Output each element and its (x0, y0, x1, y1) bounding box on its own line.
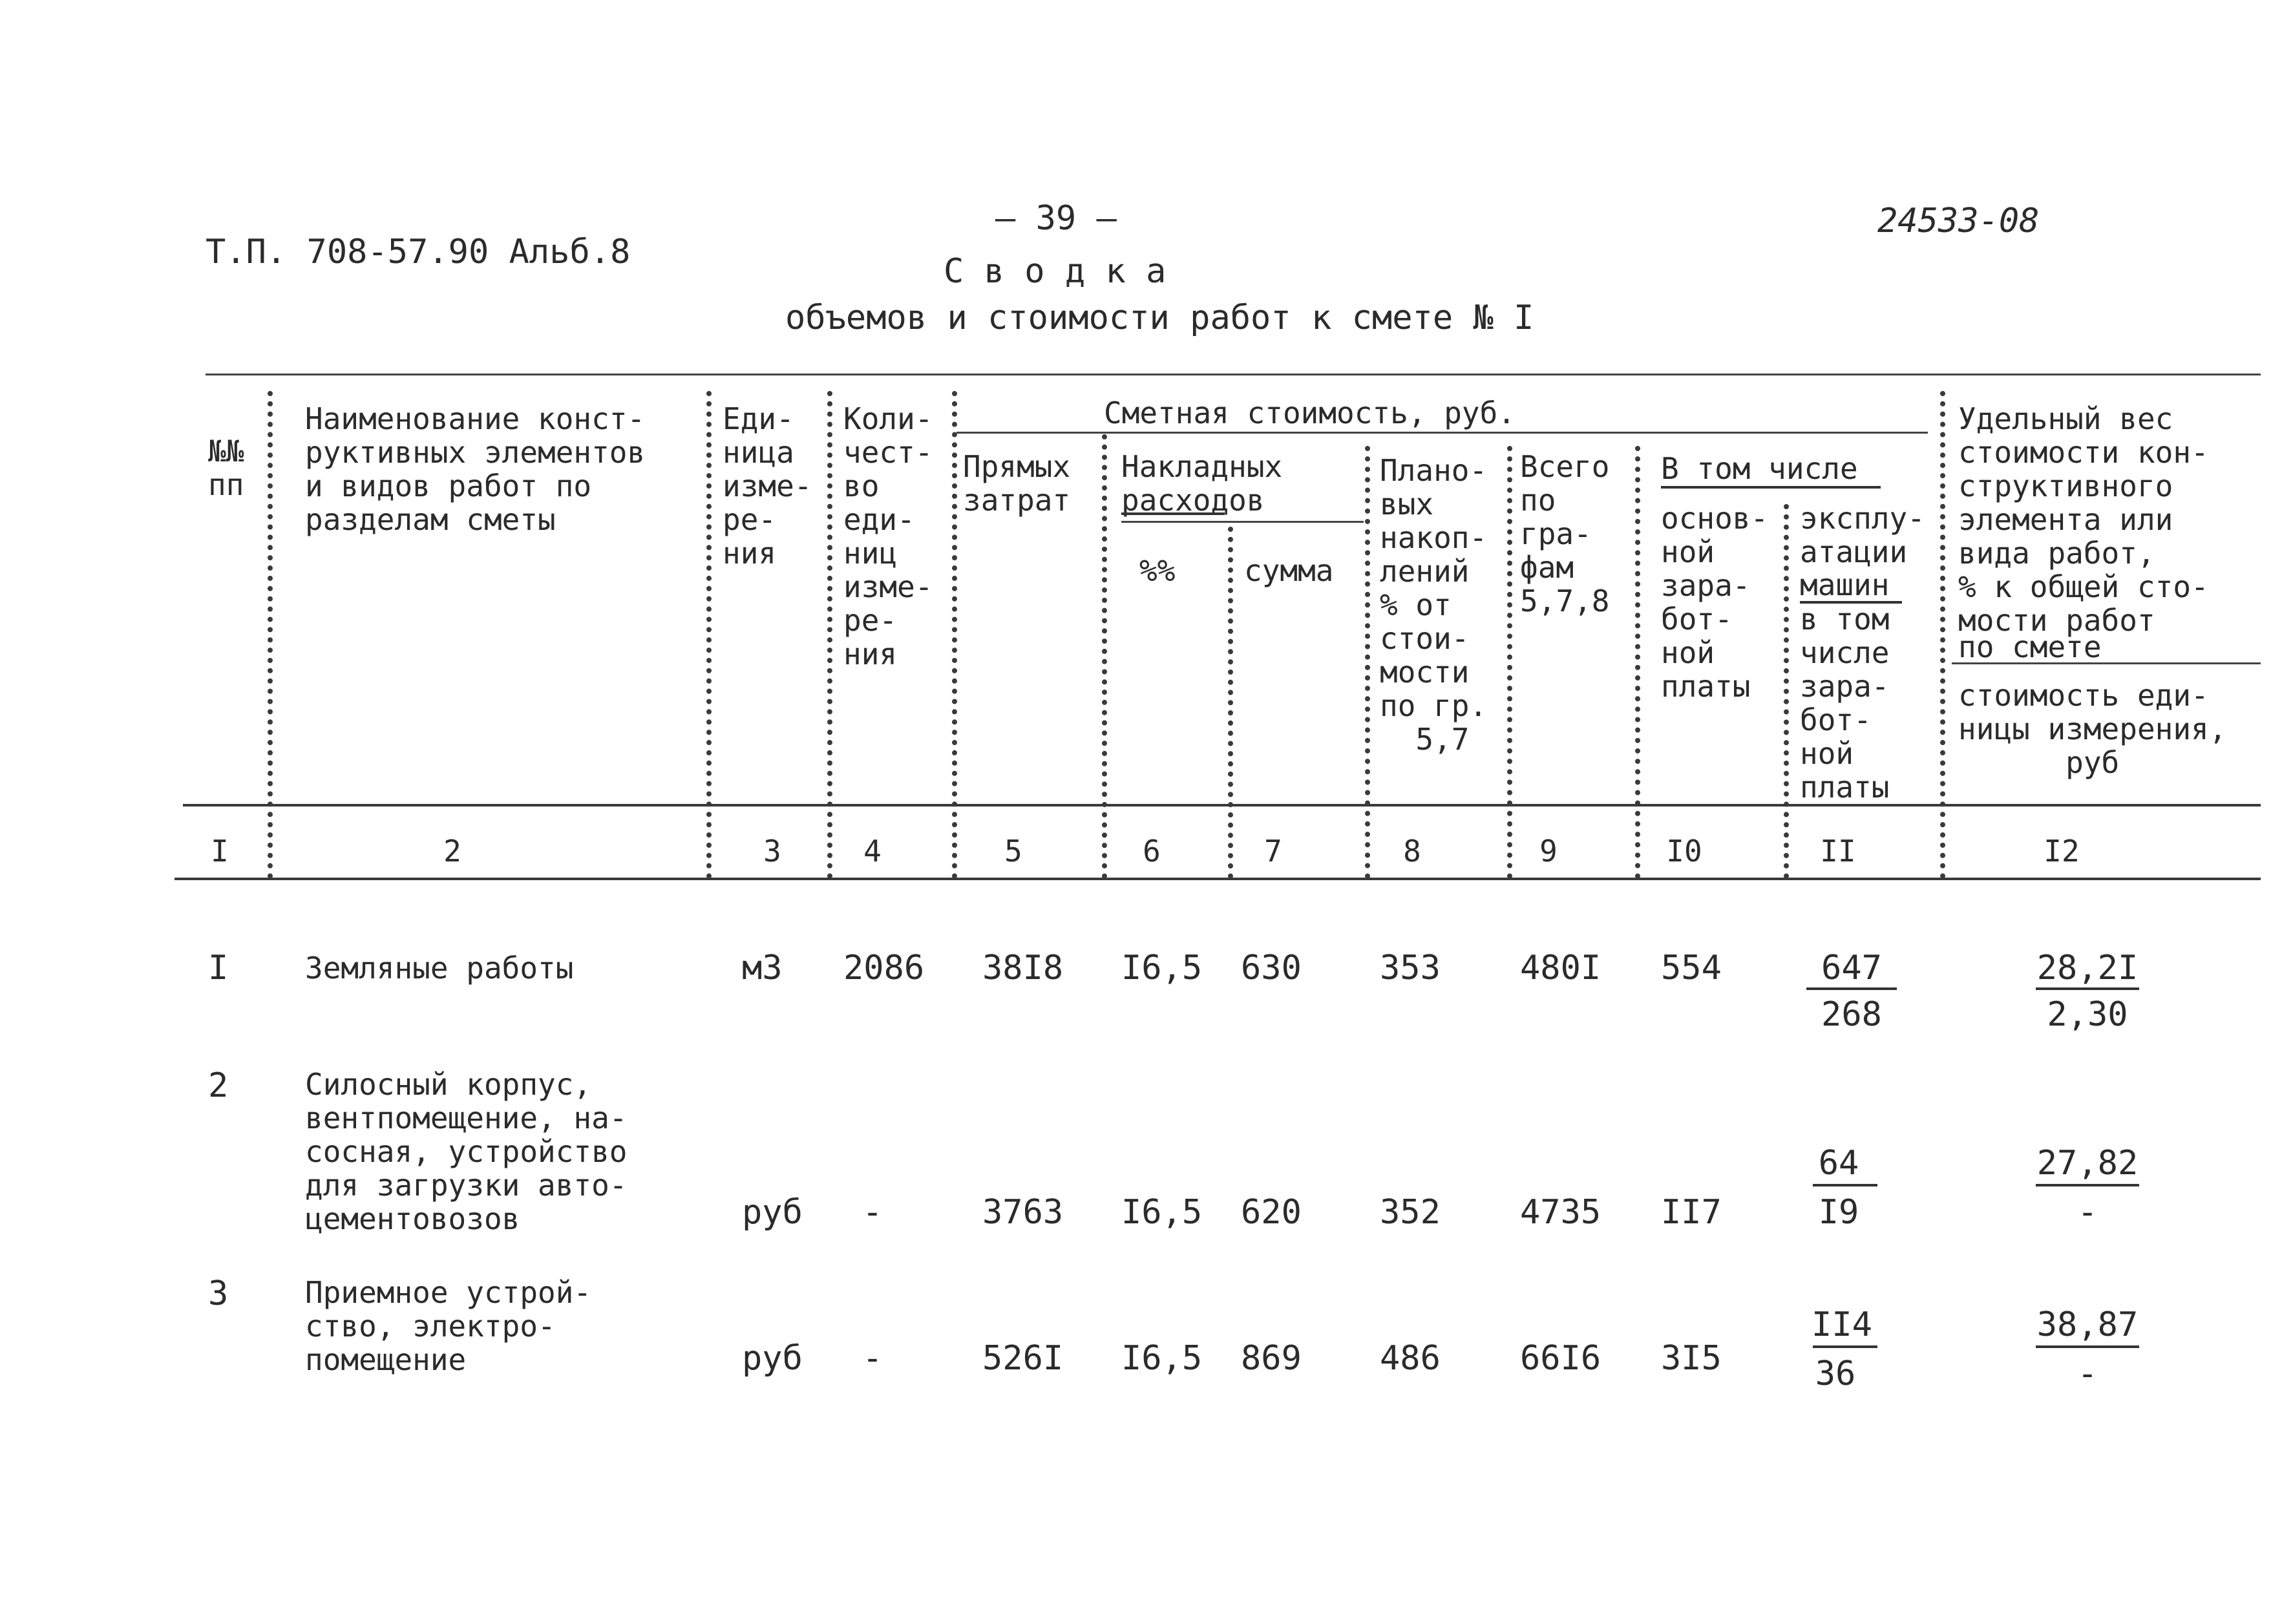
row-unit: руб (742, 1339, 803, 1378)
header-col-3: Еди- ница изме- ре- ния (723, 401, 812, 571)
fraction-line (1806, 987, 1897, 990)
fraction-line (2036, 987, 2139, 990)
fraction-line (1813, 1184, 1877, 1186)
row-unit: руб (742, 1193, 803, 1232)
row-machines: 64 (1818, 1144, 1859, 1183)
row-unit-cost: - (2077, 1355, 2098, 1393)
row-number: 3 (208, 1274, 229, 1313)
colnum-1: I (211, 834, 229, 869)
header-col-12-top: Удельный вес стоимости кон- структивного элемента или вида работ, % к общей сто- мости работ (1958, 401, 2209, 638)
row-machines-salary: I9 (1818, 1193, 1859, 1232)
document-subtitle: объемов и стоимости работ к смете № I (785, 299, 1534, 337)
col-separator-5 (1102, 434, 1107, 879)
header-col-10: основ- ной зара- бот- ной платы (1661, 501, 1769, 704)
header-col-12-top-last: по смете (1958, 629, 2102, 664)
header-overhead-group: Накладных расходов (1121, 449, 1283, 518)
col-separator-2 (706, 391, 712, 879)
header-col-1: №№ пп (208, 434, 244, 502)
row-overhead-sum: 869 (1241, 1339, 1302, 1378)
row-share-pct: 38,87 (2036, 1305, 2139, 1344)
row-total: 480I (1520, 949, 1601, 987)
header-bottom-rule (183, 804, 2261, 807)
col-separator-6 (1228, 527, 1233, 879)
col-separator-10 (1784, 504, 1789, 879)
row-share-pct: 27,82 (2036, 1144, 2139, 1183)
row-unit-cost: 2,30 (2047, 995, 2128, 1034)
row-overhead-pct: I6,5 (1121, 949, 1203, 987)
row-overhead-sum: 620 (1241, 1193, 1302, 1232)
header-col-12-bottom: стоимость еди- ницы измерения, руб (1958, 678, 2227, 780)
cost-group-rule (956, 432, 1928, 434)
row-qty: 2086 (843, 949, 925, 987)
colnum-12: I2 (2044, 834, 2080, 869)
row-machines-salary: 268 (1821, 995, 1882, 1034)
col-separator-3 (827, 391, 832, 879)
row-planned: 352 (1380, 1193, 1441, 1232)
colnum-10: I0 (1666, 834, 1702, 869)
colnum-6: 6 (1143, 834, 1161, 869)
header-col-9: Всего по гра- фам 5,7,8 (1520, 449, 1610, 618)
row-number: 2 (208, 1066, 229, 1105)
row-base-salary: II7 (1661, 1193, 1722, 1232)
header-col-11-bottom: в том числе зара- бот- ной платы (1800, 602, 1890, 805)
header-col-6: %% (1139, 553, 1176, 588)
page-number: – 39 – (995, 199, 1117, 238)
archive-number: 24533-08 (1877, 202, 2040, 240)
incl-group-underline (1661, 486, 1881, 489)
colnum-5: 5 (1004, 834, 1022, 869)
row-name: Приемное устрой- ство, электро- помещение (305, 1275, 592, 1377)
table-top-rule (206, 374, 2261, 375)
fraction-line (1813, 1345, 1877, 1348)
row-total: 66I6 (1520, 1339, 1601, 1378)
row-overhead-pct: I6,5 (1121, 1339, 1203, 1378)
colnum-11: II (1820, 834, 1856, 869)
row-direct: 38I8 (982, 949, 1064, 987)
header-col-11-top: эксплу- атации (1800, 501, 1925, 569)
col-separator-1 (268, 391, 273, 879)
row-planned: 353 (1380, 949, 1441, 987)
row-overhead-sum: 630 (1241, 949, 1302, 987)
row-direct: 3763 (982, 1193, 1064, 1232)
col-separator-7 (1365, 446, 1370, 879)
header-incl-group: В том числе (1661, 451, 1858, 486)
row-machines-salary: 36 (1815, 1355, 1856, 1393)
row-name: Силосный корпус, вентпомещение, на- сосная, устройство для загрузки авто- цементовозов (305, 1067, 628, 1236)
header-col-8: Плано- вых накоп- лений % от стои- мости по гр. 5,7 (1380, 453, 1488, 757)
fraction-line (2036, 1345, 2139, 1348)
document-title: С в о д к а (944, 252, 1167, 291)
colnum-3: 3 (763, 834, 781, 869)
colnum-2: 2 (443, 834, 461, 869)
col-separator-11 (1940, 391, 1945, 879)
colnum-8: 8 (1403, 834, 1421, 869)
row-number: I (208, 949, 229, 987)
row-planned: 486 (1380, 1339, 1441, 1378)
document-reference: Т.П. 708-57.90 Альб.8 (206, 233, 631, 271)
row-qty: - (862, 1193, 883, 1232)
col-separator-8 (1507, 446, 1512, 879)
row-unit-cost: - (2077, 1193, 2098, 1232)
row-total: 4735 (1520, 1193, 1601, 1232)
row-machines: 647 (1821, 949, 1882, 987)
row-share-pct: 28,2I (2036, 949, 2139, 987)
header-col-7: сумма (1244, 553, 1334, 588)
row-machines: II4 (1812, 1305, 1872, 1344)
row-overhead-pct: I6,5 (1121, 1193, 1203, 1232)
column-numbers-rule (174, 878, 2261, 880)
overhead-group-rule (1121, 521, 1364, 523)
overhead-label-underline (1121, 512, 1225, 515)
header-col-2: Наименование конст- руктивных элементов и видов работ по разделам сметы (305, 401, 646, 537)
colnum-9: 9 (1539, 834, 1558, 869)
col-separator-9 (1635, 446, 1640, 879)
col-separator-4 (952, 391, 957, 879)
row-base-salary: 554 (1661, 949, 1722, 987)
colnum-7: 7 (1264, 834, 1282, 869)
row-base-salary: 3I5 (1661, 1339, 1722, 1378)
header-col-4: Коли- чест- во еди- ниц изме- ре- ния (843, 401, 933, 671)
header-col-5: Прямых затрат (963, 449, 1071, 518)
row-name: Земляные работы (305, 951, 574, 986)
header-col-11-machines: машин (1800, 567, 1890, 602)
row-unit: м3 (742, 949, 783, 987)
colnum-4: 4 (863, 834, 882, 869)
row-direct: 526I (982, 1339, 1064, 1378)
row-qty: - (862, 1339, 883, 1378)
header-cost-group: Сметная стоимость, руб. (1104, 395, 1516, 430)
fraction-line (2036, 1184, 2139, 1186)
